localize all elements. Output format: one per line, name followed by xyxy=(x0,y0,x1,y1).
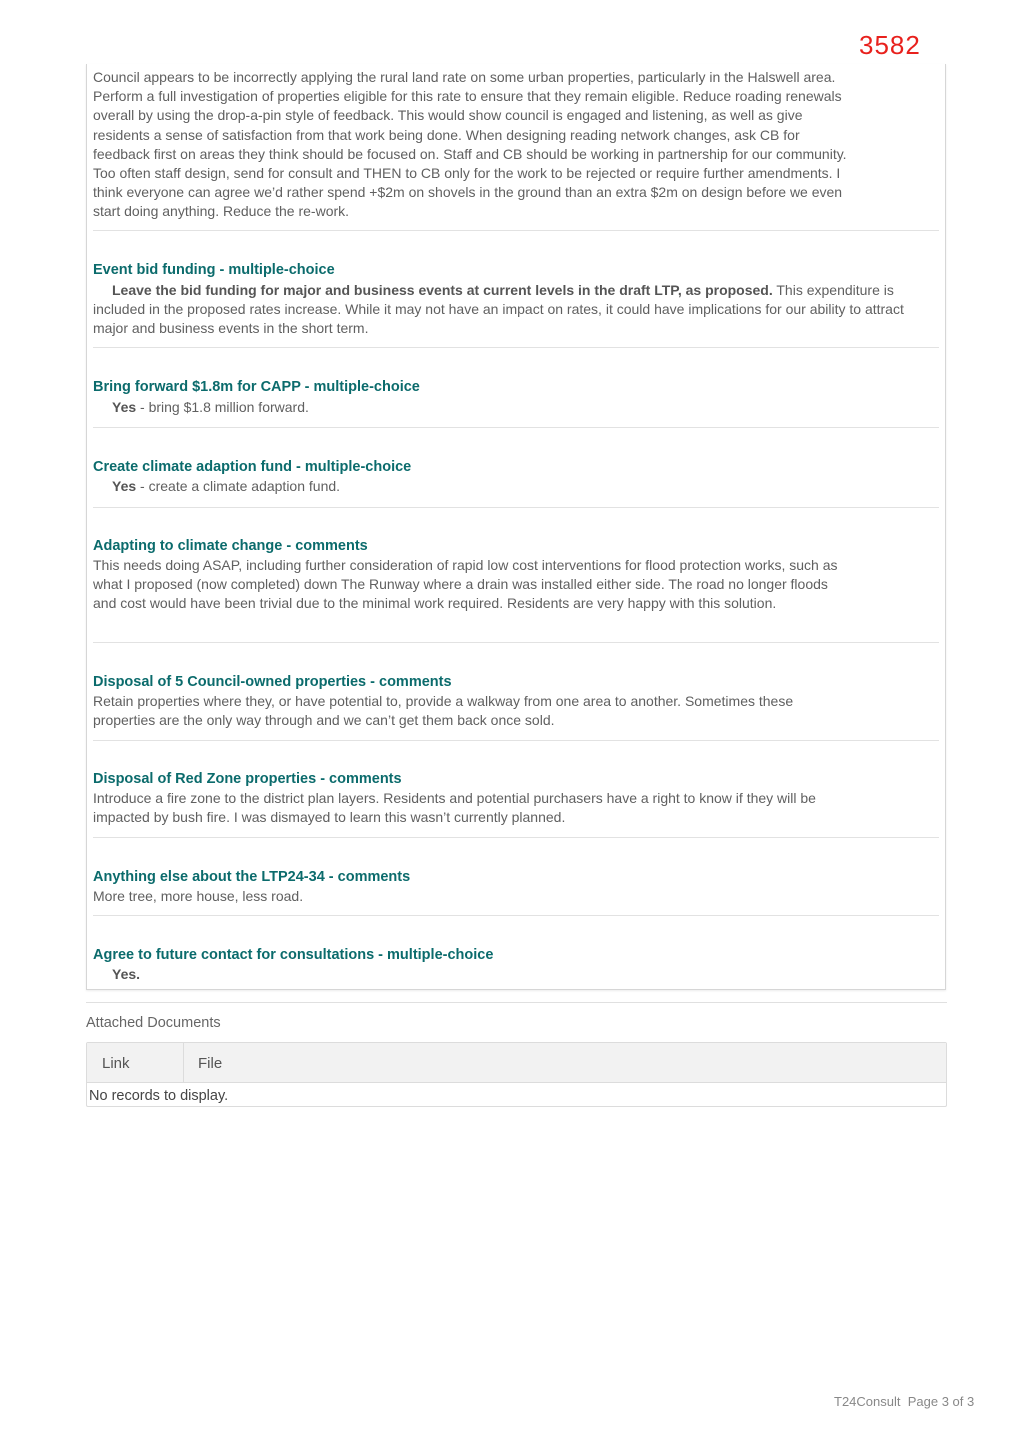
page-footer xyxy=(834,1394,974,1409)
page-number: 3582 xyxy=(859,30,921,60)
divider xyxy=(93,837,939,838)
attached-documents-heading: Attached Documents xyxy=(86,1015,221,1031)
question-title-climate-fund: Create climate adaption fund - multiple-choice xyxy=(93,459,412,475)
answer-description: - create a climate adaption fund. xyxy=(136,478,341,494)
answer-capp xyxy=(93,398,923,417)
column-header-file[interactable]: File xyxy=(198,1055,223,1072)
answer-red-zone: Introduce a fire zone to the district plan layers. Residents and potential purchasers have a right to know if they will be impacted by bush fire. I was dismayed to learn this wasn’t currently planned. xyxy=(93,790,816,826)
question-title-future-contact: Agree to future contact for consultations - multiple-choice xyxy=(93,947,494,963)
divider xyxy=(93,427,939,428)
footer-app-name: T24Consult xyxy=(834,1394,901,1409)
attached-documents-table xyxy=(86,1042,947,1107)
answer-description: - bring $1.8 million forward. xyxy=(136,399,309,415)
answer-future-contact xyxy=(93,965,923,984)
question-title-adapting-climate: Adapting to climate change - comments xyxy=(93,538,368,554)
answer-climate-fund xyxy=(93,477,923,496)
divider xyxy=(93,740,939,741)
answer-event-bid-funding xyxy=(93,281,923,339)
answer-council-properties: Retain properties where they, or have potential to, provide a walkway from one area to another. Sometimes these properties are the only way through and we can’t get them back once sold. xyxy=(93,693,794,729)
divider xyxy=(93,347,939,348)
answer-anything-else: More tree, more house, less road. xyxy=(93,888,304,904)
column-header-link[interactable]: Link xyxy=(102,1055,130,1072)
question-title-council-properties: Disposal of 5 Council-owned properties - comments xyxy=(93,674,452,690)
footer-page-label: Page 3 of 3 xyxy=(907,1394,975,1409)
divider xyxy=(93,507,939,508)
answer-adapting-climate: This needs doing ASAP, including further consideration of rapid low cost interventions for flood protection works, such as what I proposed (now completed) down The Runway where a drain was installed either side. The road no longer floods and cost would have been trivial due to the minimal work required. Residents are very happy with this solution. xyxy=(93,557,838,612)
table-header xyxy=(87,1043,946,1083)
answer-choice: Yes. xyxy=(112,966,141,982)
answer-choice: Yes xyxy=(112,399,137,415)
divider xyxy=(93,642,939,643)
divider xyxy=(93,915,939,916)
question-title-anything-else: Anything else about the LTP24-34 - comments xyxy=(93,869,411,885)
column-separator xyxy=(183,1043,184,1083)
section-divider xyxy=(86,1002,947,1003)
answer-description: This expenditure is included in the proposed rates increase. While it may not have an impact on rates, it could have implications for our ability to attract major and business events in the short term. xyxy=(93,282,904,337)
answer-choice: Yes xyxy=(112,478,137,494)
divider xyxy=(93,230,939,231)
question-title-red-zone: Disposal of Red Zone properties - comments xyxy=(93,771,402,787)
prior-answer-text: Council appears to be incorrectly applying the rural land rate on some urban properties, particularly in the Halswell area. Perform a full investigation of properties eligible for this rate to ensure that they remain eligible. Reduce roading renewals overall by using the drop-a-pin style of feedback. This would show council is engaged and listening, as well as give residents a sense of satisfaction from that work being done. When designing reading network changes, ask CB for feedback first on areas they think should be focused on. Staff and CB should be working in partnership for our community. Too often staff design, send for consult and THEN to CB only for the work to be rejected or require further amendments. I think everyone can agree we’d rather spend +$2m on shovels in the ground than an extra $2m on design before we even start doing anything. Reduce the re-work. xyxy=(93,69,847,220)
question-title-event-bid-funding: Event bid funding - multiple-choice xyxy=(93,262,335,278)
empty-table-message: No records to display. xyxy=(89,1088,229,1104)
question-title-capp: Bring forward $1.8m for CAPP - multiple-choice xyxy=(93,379,420,395)
answer-choice: Leave the bid funding for major and business events at current levels in the draft LTP, as proposed. xyxy=(112,282,773,298)
